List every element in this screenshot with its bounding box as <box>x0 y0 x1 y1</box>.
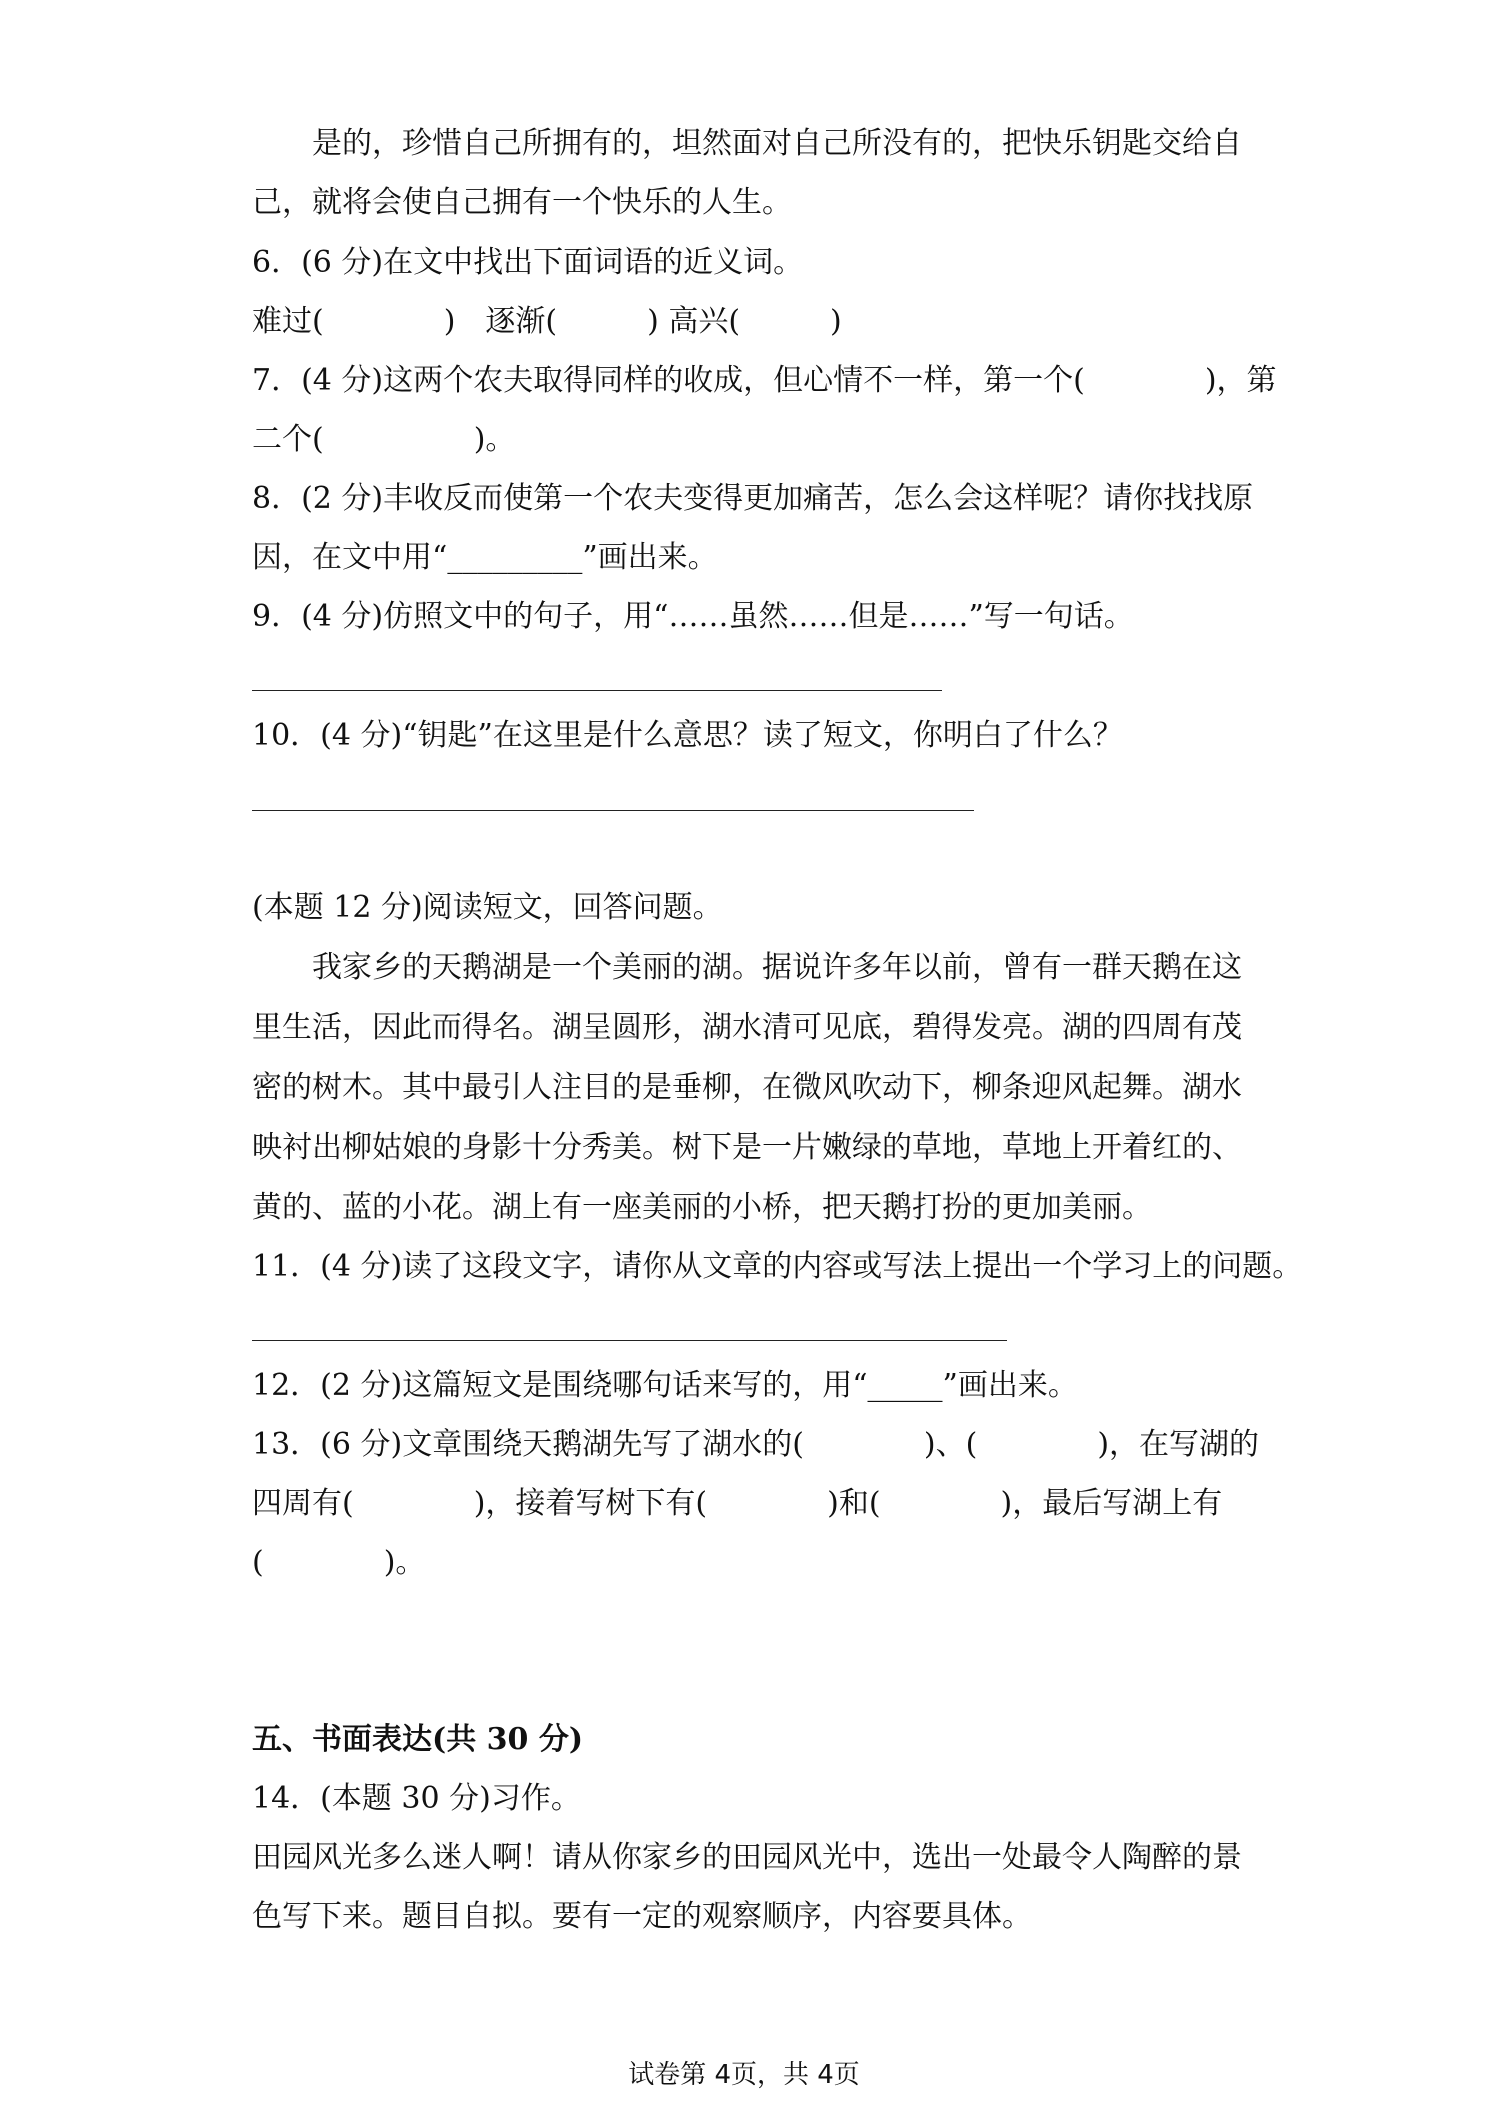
passage-line: 映衬出柳姑娘的身影十分秀美。树下是一片嫩绿的草地，草地上开着红的、 <box>252 1130 1242 1165</box>
question-6: 6．(6 分)在文中找出下面词语的近义词。 <box>252 245 804 280</box>
question-14: 14．(本题 30 分)习作。 <box>252 1781 581 1816</box>
question-13-cont: 四周有( )，接着写树下有( )和( )，最后写湖上有 <box>252 1486 1223 1521</box>
passage-line: 我家乡的天鹅湖是一个美丽的湖。据说许多年以前，曾有一群天鹅在这 <box>312 950 1242 985</box>
question-7: 7．(4 分)这两个农夫取得同样的收成，但心情不一样，第一个( )，第 <box>252 363 1277 398</box>
essay-prompt: 色写下来。题目自拟。要有一定的观察顺序，内容要具体。 <box>252 1899 1032 1934</box>
question-9: 9．(4 分)仿照文中的句子，用“……虽然……但是……”写一句话。 <box>252 599 1134 634</box>
answer-line <box>252 1340 1007 1341</box>
reading-instruction: (本题 12 分)阅读短文，回答问题。 <box>252 890 723 925</box>
section-heading: 五、书面表达(共 30 分) <box>252 1722 584 1757</box>
page-footer: 试卷第 4页，共 4页 <box>628 2060 860 2090</box>
answer-line <box>252 690 942 691</box>
passage-line: 密的树木。其中最引人注目的是垂柳，在微风吹动下，柳条迎风起舞。湖水 <box>252 1070 1242 1105</box>
question-12: 12．(2 分)这篇短文是围绕哪句话来写的，用“_____”画出来。 <box>252 1368 1078 1403</box>
question-6-blanks: 难过( ) 逐渐( ) 高兴( ) <box>252 304 842 339</box>
passage-line: 是的，珍惜自己所拥有的，坦然面对自己所没有的，把快乐钥匙交给自 <box>312 126 1242 161</box>
question-11: 11．(4 分)读了这段文字，请你从文章的内容或写法上提出一个学习上的问题。 <box>252 1249 1303 1284</box>
passage-line: 己，就将会使自己拥有一个快乐的人生。 <box>252 185 792 220</box>
question-10: 10．(4 分)“钥匙”在这里是什么意思？读了短文，你明白了什么？ <box>252 718 1123 753</box>
question-7-cont: 二个( )。 <box>252 422 516 457</box>
passage-line: 里生活，因此而得名。湖呈圆形，湖水清可见底，碧得发亮。湖的四周有茂 <box>252 1010 1242 1045</box>
question-8: 8．(2 分)丰收反而使第一个农夫变得更加痛苦，怎么会这样呢？请你找找原 <box>252 481 1254 516</box>
question-8-cont: 因，在文中用“_________”画出来。 <box>252 540 718 575</box>
answer-line <box>252 810 974 811</box>
question-13: 13．(6 分)文章围绕天鹅湖先写了湖水的( )、( )，在写湖的 <box>252 1427 1260 1462</box>
essay-prompt: 田园风光多么迷人啊！请从你家乡的田园风光中，选出一处最令人陶醉的景 <box>252 1840 1242 1875</box>
passage-line: 黄的、蓝的小花。湖上有一座美丽的小桥，把天鹅打扮的更加美丽。 <box>252 1190 1152 1225</box>
question-13-cont: ( )。 <box>252 1545 426 1580</box>
